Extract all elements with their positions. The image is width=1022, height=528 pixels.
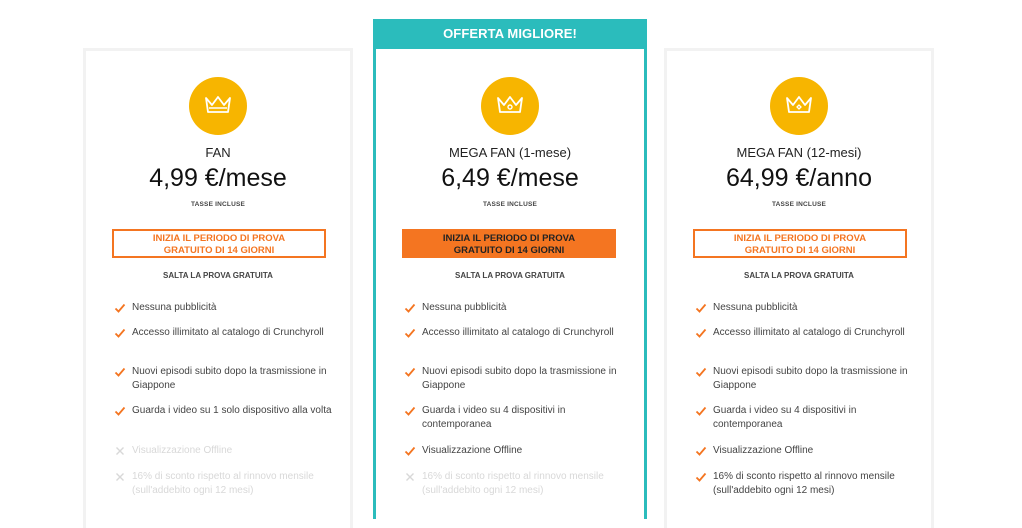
feature-item: [114, 404, 332, 418]
check-icon: [695, 366, 707, 378]
check-icon: [404, 405, 416, 417]
feature-text: 16% di sconto rispetto al rinnovo mensile (sull'addebito ogni 12 mesi): [713, 471, 895, 496]
start-trial-button[interactable]: [693, 229, 907, 258]
feature-item: [404, 301, 507, 315]
start-trial-button[interactable]: [402, 229, 616, 258]
feature-text: Nessuna pubblicità: [422, 302, 507, 313]
feature-text: Nuovi episodi subito dopo la trasmissione in Giappone: [713, 366, 908, 391]
feature-item: [695, 301, 798, 315]
feature-item: [114, 326, 324, 340]
plan-card-fan: [83, 48, 353, 528]
skip-trial-link[interactable]: SALTA LA PROVA GRATUITA: [163, 271, 273, 280]
cta-line-2: GRATUITO DI 14 GIORNI: [453, 244, 565, 256]
check-icon: [114, 405, 126, 417]
cta-line-2: GRATUITO DI 14 GIORNI: [744, 244, 856, 256]
plan-price: 64,99 €/anno: [726, 164, 872, 192]
feature-item: [404, 444, 522, 458]
feature-item: [114, 444, 232, 458]
plan-name: MEGA FAN (12-mesi): [736, 145, 862, 160]
tax-note: TASSE INCLUSE: [190, 201, 246, 208]
feature-item: [114, 470, 332, 497]
check-icon: [404, 327, 416, 339]
plan-name: FAN: [205, 145, 231, 160]
feature-text: Visualizzazione Offline: [422, 445, 523, 456]
crown-icon: [189, 77, 247, 135]
check-icon: [114, 327, 126, 339]
plan-price: 4,99 €/mese: [149, 164, 287, 192]
skip-trial-link[interactable]: SALTA LA PROVA GRATUITA: [744, 271, 854, 280]
cross-icon: [114, 471, 126, 483]
check-icon: [404, 366, 416, 378]
feature-text: Nessuna pubblicità: [132, 302, 217, 313]
feature-text: Visualizzazione Offline: [713, 445, 814, 456]
cross-icon: [114, 445, 126, 457]
plan-card-mega-fan-monthly: [373, 19, 647, 519]
check-icon: [695, 302, 707, 314]
plan-card-mega-fan-yearly: [664, 48, 934, 528]
cta-line-1: INIZIA IL PERIODO DI PROVA: [152, 233, 286, 244]
tax-note: TASSE INCLUSE: [771, 201, 827, 208]
feature-item: [404, 404, 626, 431]
feature-item: [695, 444, 813, 458]
check-icon: [404, 302, 416, 314]
cross-icon: [404, 471, 416, 483]
check-icon: [404, 445, 416, 457]
feature-item: [695, 470, 913, 497]
cta-line-1: INIZIA IL PERIODO DI PROVA: [733, 233, 867, 244]
cta-line-2: GRATUITO DI 14 GIORNI: [163, 244, 275, 256]
start-trial-button[interactable]: [112, 229, 326, 258]
crown-icon: [770, 77, 828, 135]
check-icon: [695, 471, 707, 483]
feature-text: Nuovi episodi subito dopo la trasmissione in Giappone: [422, 366, 617, 391]
feature-item: [695, 326, 905, 340]
feature-text: 16% di sconto rispetto al rinnovo mensile (sull'addebito ogni 12 mesi): [422, 471, 604, 496]
skip-trial-link[interactable]: SALTA LA PROVA GRATUITA: [455, 271, 565, 280]
plan-price: 6,49 €/mese: [441, 164, 579, 192]
feature-item: [404, 470, 626, 497]
feature-text: Nuovi episodi subito dopo la trasmissione in Giappone: [132, 366, 327, 391]
feature-text: Guarda i video su 4 dispositivi in contemporanea: [713, 405, 857, 430]
feature-text: Visualizzazione Offline: [132, 445, 233, 456]
feature-text: Nessuna pubblicità: [713, 302, 798, 313]
check-icon: [114, 366, 126, 378]
feature-text: 16% di sconto rispetto al rinnovo mensile (sull'addebito ogni 12 mesi): [132, 471, 314, 496]
feature-text: Accesso illimitato al catalogo di Crunchyroll: [422, 327, 614, 338]
feature-item: [695, 365, 913, 392]
check-icon: [695, 445, 707, 457]
feature-text: Accesso illimitato al catalogo di Crunchyroll: [132, 327, 324, 338]
feature-text: Guarda i video su 4 dispositivi in contemporanea: [422, 405, 566, 430]
check-icon: [695, 327, 707, 339]
plan-name: MEGA FAN (1-mese): [448, 145, 572, 160]
feature-item: [695, 404, 913, 431]
tax-note: TASSE INCLUSE: [482, 201, 538, 208]
feature-item: [114, 301, 217, 315]
feature-item: [404, 326, 614, 340]
best-offer-banner: OFFERTA MIGLIORE!: [373, 19, 647, 49]
feature-item: [404, 365, 626, 392]
cta-line-1: INIZIA IL PERIODO DI PROVA: [442, 233, 576, 244]
feature-text: Accesso illimitato al catalogo di Crunchyroll: [713, 327, 905, 338]
crown-icon: [481, 77, 539, 135]
check-icon: [695, 405, 707, 417]
feature-text: Guarda i video su 1 solo dispositivo alla volta: [132, 405, 332, 416]
check-icon: [114, 302, 126, 314]
feature-item: [114, 365, 332, 392]
